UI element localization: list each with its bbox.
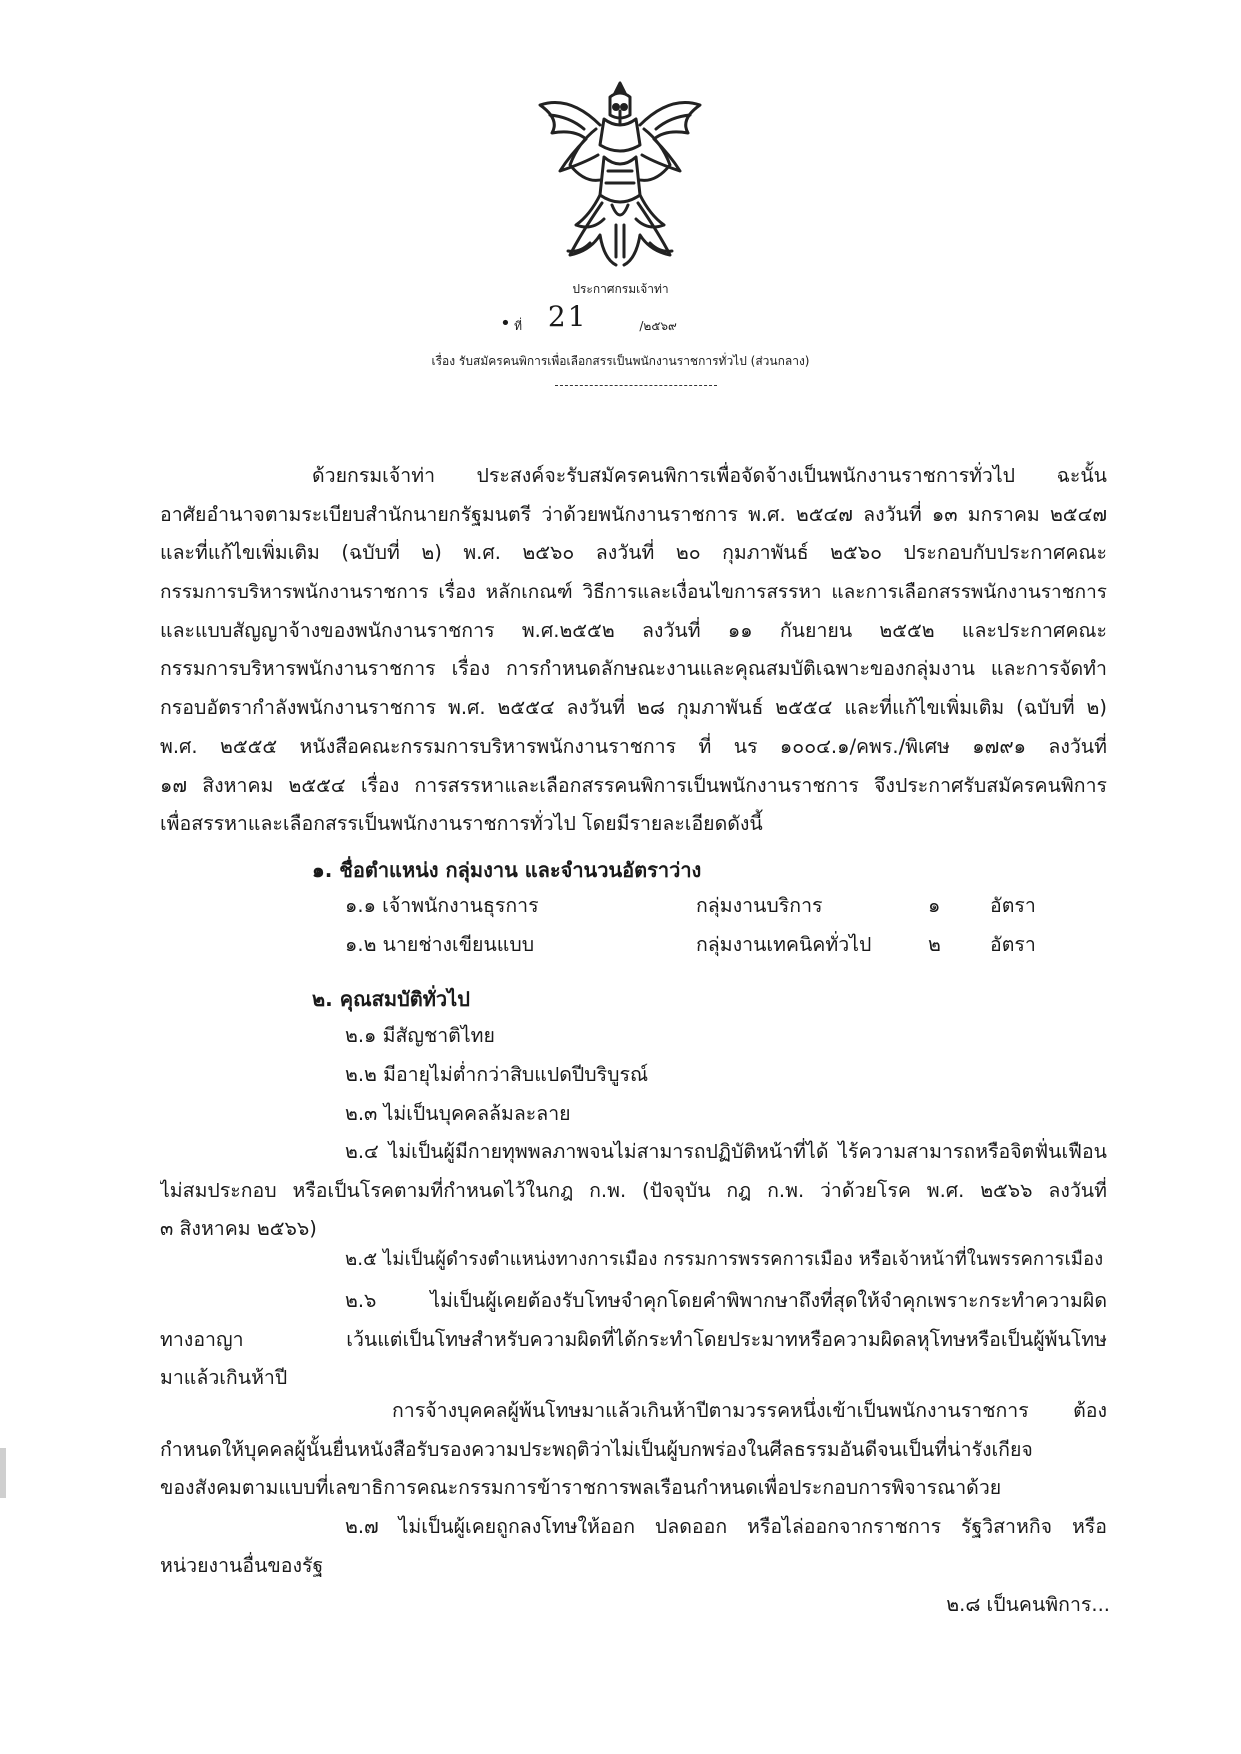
qualification-line: ของสังคมตามแบบที่เลขาธิการคณะกรรมการข้าราชการพลเรือนกำหนดเพื่อประกอบการพิจารณาด้วย — [160, 1476, 1002, 1500]
intro-line: พ.ศ. ๒๕๕๕ หนังสือคณะกรรมการบริหารพนักงานราชการ ที่ นร ๑๐๐๔.๑/คพร./พิเศษ ๑๗๙๑ ลงวันที่ — [160, 734, 1107, 758]
intro-line: และแบบสัญญาจ้างของพนักงานราชการ พ.ศ.๒๕๕๒ ลงวันที่ ๑๑ กันยายน ๒๕๕๒ และประกาศคณะ — [160, 618, 1107, 642]
intro-line: ด้วยกรมเจ้าท่า ประสงค์จะรับสมัครคนพิการเพื่อจัดจ้างเป็นพนักงานราชการทั่วไป ฉะนั้น — [312, 464, 1107, 487]
intro-line: อาศัยอำนาจตามระเบียบสำนักนายกรัฐมนตรี ว่าด้วยพนักงานราชการ พ.ศ. ๒๕๔๗ ลงวันที่ ๑๓ มกราคม ๒๕๔๗ — [160, 502, 1107, 526]
qualification-item-2-4 — [160, 1133, 1107, 1249]
qualification-item-2-6 — [160, 1282, 1107, 1398]
announcement-title: ประกาศกรมเจ้าท่า — [572, 282, 669, 296]
qualification-line: การจ้างบุคคลผู้พ้นโทษมาแล้วเกินห้าปีตามวรรคหนึ่งเข้าเป็นพนักงานราชการ ต้อง — [392, 1399, 1107, 1422]
position-title: ๑.๒ นายช่างเขียนแบบ — [345, 933, 535, 956]
intro-line: และที่แก้ไขเพิ่มเติม (ฉบับที่ ๒) พ.ศ. ๒๕๖๐ ลงวันที่ ๒๐ กุมภาพันธ์ ๒๕๖๐ ประกอบกับประกาศคณะ — [160, 541, 1107, 565]
intro-line: กรรมการบริหารพนักงานราชการ เรื่อง การกำหนดลักษณะงานและคุณสมบัติเฉพาะของกลุ่มงาน และการจัดทำ — [160, 657, 1107, 681]
title-divider — [555, 385, 717, 386]
garuda-emblem-icon — [530, 75, 710, 275]
position-unit: อัตรา — [990, 894, 1036, 917]
qualification-line: ๒.๗ ไม่เป็นผู้เคยถูกลงโทษให้ออก ปลดออก หรือไล่ออกจากราชการ รัฐวิสาหกิจ หรือ — [345, 1515, 1107, 1538]
number-value: 21 — [547, 300, 588, 333]
intro-line: ๑๗ สิงหาคม ๒๕๕๔ เรื่อง การสรรหาและเลือกสรรคนพิการเป็นพนักงานราชการ จึงประกาศรับสมัครคนพิการ — [160, 773, 1107, 797]
qualification-line: ๒.๔ ไม่เป็นผู้มีกายทุพพลภาพจนไม่สามารถปฏิบัติหน้าที่ได้ ไร้ความสามารถหรือจิตฟั่นเฟือน — [345, 1140, 1107, 1163]
number-year: /๒๕๖๙ — [639, 319, 677, 333]
position-count: ๒ — [928, 933, 941, 956]
intro-line: กรรมการบริหารพนักงานราชการ เรื่อง หลักเกณฑ์ วิธีการและเงื่อนไขการสรรหา และการเลือกสรรพนักงานราชการ — [160, 581, 1107, 604]
qualification-line: หน่วยงานอื่นของรัฐ — [160, 1553, 324, 1577]
section1-heading: ๑. ชื่อตำแหน่ง กลุ่มงาน และจำนวนอัตราว่าง — [312, 858, 702, 882]
number-label-text: ที่ — [514, 319, 523, 333]
qualification-line: กำหนดให้บุคคลผู้นั้นยื่นหนังสือรับรองความประพฤติว่าไม่เป็นผู้บกพร่องในศีลธรรมอันดีจนเป็นที่น่ารังเกียจ — [160, 1437, 1033, 1461]
qualification-item: ๒.๕ ไม่เป็นผู้ดำรงตำแหน่งทางการเมือง กรรมการพรรคการเมือง หรือเจ้าหน้าที่ในพรรคการเมือง — [345, 1249, 1104, 1270]
intro-line: กรอบอัตรากำลังพนักงานราชการ พ.ศ. ๒๕๕๔ ลงวันที่ ๒๘ กุมภาพันธ์ ๒๕๕๔ และที่แก้ไขเพิ่มเติม (ฉบับที่ ๒) — [160, 696, 1107, 720]
qualification-line: ทางอาญา เว้นแต่เป็นโทษสำหรับความผิดที่ได้กระทำโดยประมาทหรือความผิดลหุโทษหรือเป็นผู้พ้นโทษ — [160, 1327, 1107, 1351]
qualification-item: ๒.๑ มีสัญชาติไทย — [345, 1024, 495, 1047]
qualification-line: มาแล้วเกินห้าปี — [160, 1366, 288, 1390]
qualification-line: ๒.๖ ไม่เป็นผู้เคยต้องรับโทษจำคุกโดยคำพิพากษาถึงที่สุดให้จำคุกเพราะกระทำความผิด — [345, 1289, 1107, 1312]
section2-heading: ๒. คุณสมบัติทั่วไป — [312, 987, 470, 1011]
announcement-subject: เรื่อง รับสมัครคนพิการเพื่อเลือกสรรเป็นพนักงานราชการทั่วไป (ส่วนกลาง) — [431, 354, 810, 368]
qualification-line: ไม่สมประกอบ หรือเป็นโรคตามที่กำหนดไว้ในกฎ ก.พ. (ปัจจุบัน กฎ ก.พ. ว่าด้วยโรค พ.ศ. ๒๕๖๖ ลงวันที่ — [160, 1178, 1107, 1202]
qualification-item: ๒.๒ มีอายุไม่ต่ำกว่าสิบแปดปีบริบูรณ์ — [345, 1063, 649, 1086]
announcement-number — [0, 300, 1241, 340]
position-group: กลุ่มงานบริการ — [696, 894, 823, 917]
qualification-line: ๓ สิงหาคม ๒๕๖๖) — [160, 1217, 317, 1241]
position-count: ๑ — [928, 894, 941, 917]
position-title: ๑.๑ เจ้าพนักงานธุรการ — [345, 894, 539, 917]
continuation-marker: ๒.๘ เป็นคนพิการ... — [946, 1593, 1110, 1616]
position-unit: อัตรา — [990, 933, 1036, 956]
qualification-item: ๒.๓ ไม่เป็นบุคคลล้มละลาย — [345, 1102, 571, 1125]
number-label: • ที่ — [500, 313, 523, 334]
qualification-note — [160, 1392, 1107, 1508]
intro-paragraph — [160, 457, 1107, 844]
scan-edge-mark — [0, 1448, 6, 1498]
intro-line: เพื่อสรรหาและเลือกสรรเป็นพนักงานราชการทั่วไป โดยมีรายละเอียดดังนี้ — [160, 812, 763, 836]
qualification-item-2-7 — [160, 1508, 1107, 1585]
position-group: กลุ่มงานเทคนิคทั่วไป — [696, 933, 872, 956]
